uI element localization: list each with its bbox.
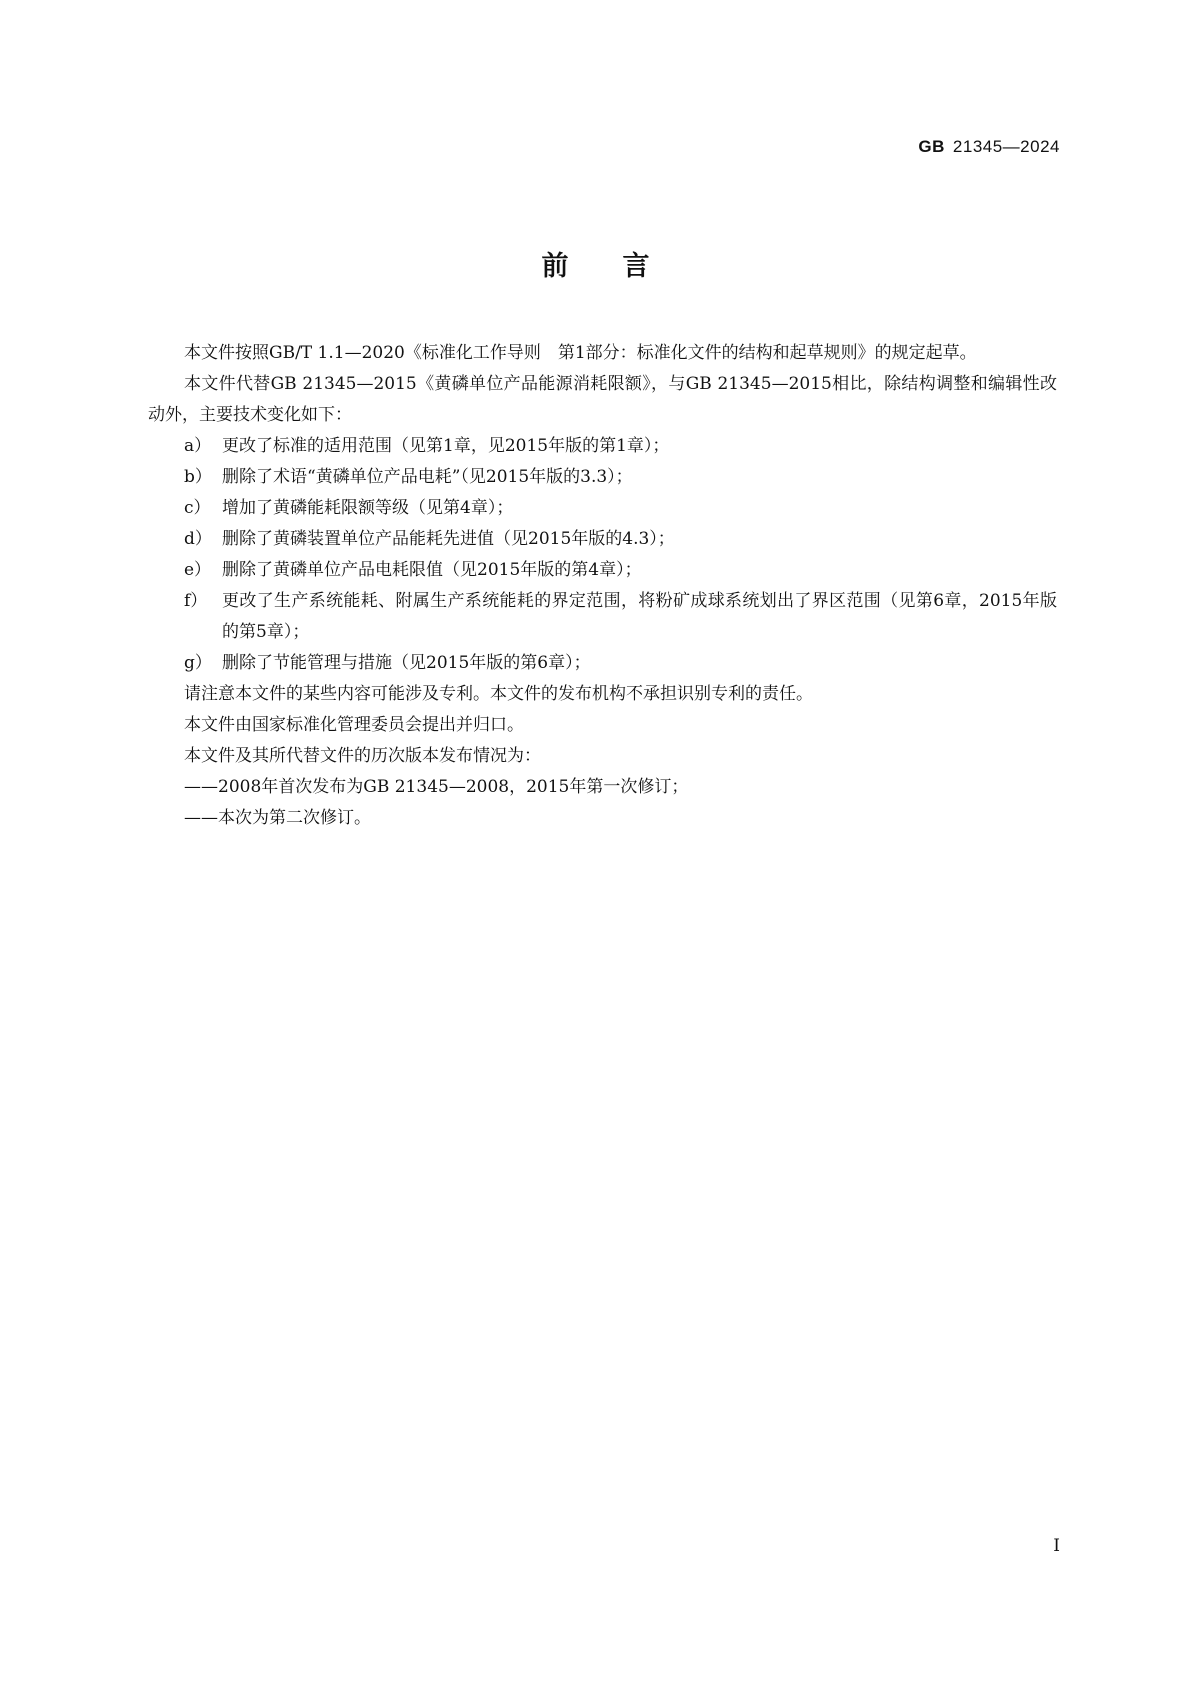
list-marker: b） [184, 467, 212, 487]
changes-list [148, 431, 1057, 679]
page-title: 前言 [541, 251, 704, 282]
replacement-paragraph: 本文件代替GB 21345—2015《黄磷单位产品能源消耗限额》，与GB 21345—2015相比，除结构调整和编辑性改动外，主要技术变化如下： [148, 374, 1057, 425]
list-marker: c） [184, 498, 211, 518]
proposer-statement: 本文件由国家标准化管理委员会提出并归口。 [184, 715, 524, 735]
list-marker: e） [184, 560, 212, 580]
list-marker: a） [184, 436, 212, 456]
list-item [148, 493, 1057, 524]
list-item [148, 431, 1057, 462]
drafting-basis-paragraph: 本文件按照GB/T 1.1—2020《标准化工作导则 第1部分：标准化文件的结构和起草规则》的规定起草。 [184, 343, 977, 363]
standard-prefix: GB [918, 137, 945, 156]
patent-notice: 请注意本文件的某些内容可能涉及专利。本文件的发布机构不承担识别专利的责任。 [184, 684, 813, 704]
list-item [148, 524, 1057, 555]
list-item-text: 更改了生产系统能耗、附属生产系统能耗的界定范围，将粉矿成球系统划出了界区范围（见第6章，2015年版的第5章）； [222, 591, 1057, 642]
list-item-text: 更改了标准的适用范围（见第1章，见2015年版的第1章）； [222, 436, 670, 456]
document-code-header [918, 137, 1060, 157]
version-history-intro: 本文件及其所代替文件的历次版本发布情况为： [184, 746, 541, 766]
standard-number: 21345—2024 [952, 137, 1060, 156]
foreword-body [148, 338, 1057, 834]
list-item-text: 增加了黄磷能耗限额等级（见第4章）； [222, 498, 514, 518]
list-item-text: 删除了黄磷装置单位产品能耗先进值（见2015年版的4.3）； [222, 529, 675, 549]
list-item-text: 删除了术语“黄磷单位产品电耗”（见2015年版的3.3）； [222, 467, 633, 487]
list-marker: d） [184, 529, 212, 549]
version-history-entry: ——2008年首次发布为GB 21345—2008，2015年第一次修订； [184, 777, 689, 797]
list-item [148, 586, 1057, 648]
list-marker: g） [184, 653, 212, 673]
list-item-text: 删除了黄磷单位产品电耗限值（见2015年版的第4章）； [222, 560, 642, 580]
page-number: I [1053, 1536, 1060, 1556]
list-item [148, 555, 1057, 586]
list-item-text: 删除了节能管理与措施（见2015年版的第6章）； [222, 653, 591, 673]
list-item [148, 462, 1057, 493]
list-item [148, 648, 1057, 679]
list-marker: f） [184, 591, 208, 611]
version-history-entry: ——本次为第二次修订。 [184, 808, 371, 828]
